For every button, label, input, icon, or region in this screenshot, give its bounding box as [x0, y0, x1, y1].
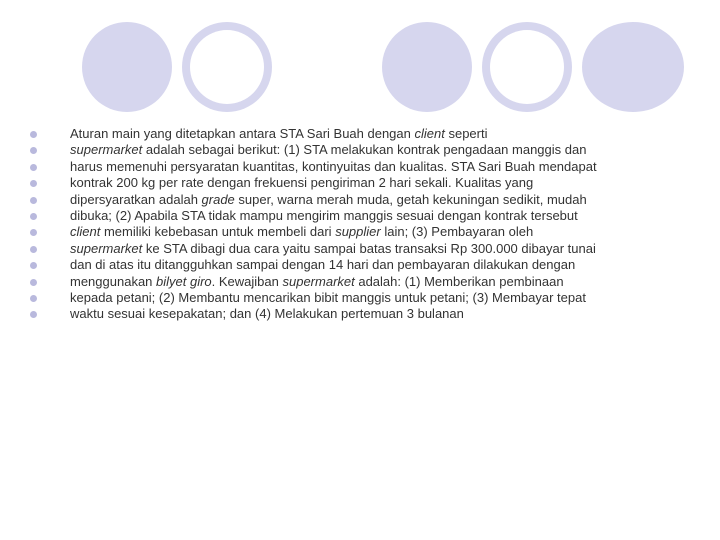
list-item	[30, 274, 690, 290]
text-segment: adalah: (1) Memberikan pembinaan	[354, 273, 564, 289]
bullet-icon	[30, 246, 37, 253]
text-segment: menggunakan	[70, 273, 157, 289]
list-item-text	[70, 306, 464, 322]
bullet-icon	[30, 147, 37, 154]
bullet-icon	[30, 213, 37, 220]
list-item-text	[70, 224, 533, 240]
list-item	[30, 208, 690, 224]
list-item	[30, 126, 690, 142]
italic-term: client	[414, 126, 445, 141]
bullet-icon	[30, 262, 37, 269]
list-item	[30, 159, 690, 175]
bullet-list	[30, 126, 690, 323]
ring-decoration-hole	[490, 30, 564, 104]
italic-term: client	[70, 224, 101, 240]
text-segment: waktu sesuai kesepakatan; dan (4) Melakukan pertemuan 3 bulanan	[70, 306, 464, 322]
list-item-text	[70, 126, 488, 142]
list-item-text	[70, 274, 564, 290]
list-item	[30, 224, 690, 240]
list-item	[30, 241, 690, 257]
text-segment: kepada petani; (2) Membantu mencarikan bibit manggis untuk petani; (3) Membayar tepat	[70, 289, 586, 305]
list-item-text	[70, 208, 578, 224]
text-segment: Aturan main yang ditetapkan antara STA Sari Buah dengan	[70, 126, 415, 141]
list-item-text	[70, 257, 575, 273]
text-segment: dan di atas itu ditangguhkan sampai dengan 14 hari dan pembayaran dilakukan dengan	[70, 257, 576, 273]
list-item-text	[70, 175, 533, 191]
italic-term: supplier	[335, 224, 381, 240]
circle-decoration	[582, 22, 684, 112]
text-segment: ke STA dibagi dua cara yaitu sampai batas transaksi Rp 300.000 dibayar tunai	[142, 240, 596, 256]
text-segment: dibuka; (2) Apabila STA tidak mampu mengirim manggis sesuai dengan kontrak tersebut	[70, 207, 578, 223]
italic-term: grade	[201, 191, 235, 207]
list-item	[30, 290, 690, 306]
text-segment: dipersyaratkan adalah	[70, 191, 202, 207]
decorative-circles	[0, 0, 720, 120]
text-segment: kontrak 200 kg per rate dengan frekuensi pengiriman 2 hari sekali. Kualitas yang	[70, 175, 534, 191]
text-segment: seperti	[444, 126, 488, 141]
italic-term: bilyet giro	[156, 273, 212, 289]
bullet-icon	[30, 131, 37, 138]
bullet-icon	[30, 197, 37, 204]
bullet-icon	[30, 279, 37, 286]
text-segment: harus memenuhi persyaratan kuantitas, kontinyuitas dan kualitas. STA Sari Buah mendapat	[70, 158, 597, 174]
list-item-text	[70, 142, 586, 158]
text-segment: super, warna merah muda, getah kekuningan sedikit, mudah	[234, 191, 587, 207]
list-item	[30, 257, 690, 273]
text-segment: adalah sebagai berikut: (1) STA melakukan kontrak pengadaan manggis dan	[142, 142, 587, 158]
bullet-icon	[30, 180, 37, 187]
list-item	[30, 306, 690, 322]
italic-term: supermarket	[70, 142, 143, 158]
list-item-text	[70, 192, 587, 208]
italic-term: supermarket	[282, 273, 355, 289]
list-item-text	[70, 159, 597, 175]
list-item	[30, 192, 690, 208]
ring-decoration-hole	[190, 30, 264, 104]
bullet-icon	[30, 295, 37, 302]
list-item	[30, 175, 690, 191]
list-item-text	[70, 290, 586, 306]
circle-decoration	[382, 22, 472, 112]
bullet-icon	[30, 164, 37, 171]
italic-term: supermarket	[70, 240, 143, 256]
circle-decoration	[82, 22, 172, 112]
text-segment: . Kewajiban	[211, 273, 283, 289]
list-item-text	[70, 241, 596, 257]
text-segment: lain; (3) Pembayaran oleh	[380, 224, 534, 240]
bullet-icon	[30, 311, 37, 318]
list-item	[30, 142, 690, 158]
bullet-icon	[30, 229, 37, 236]
text-segment: memiliki kebebasan untuk membeli dari	[100, 224, 336, 240]
